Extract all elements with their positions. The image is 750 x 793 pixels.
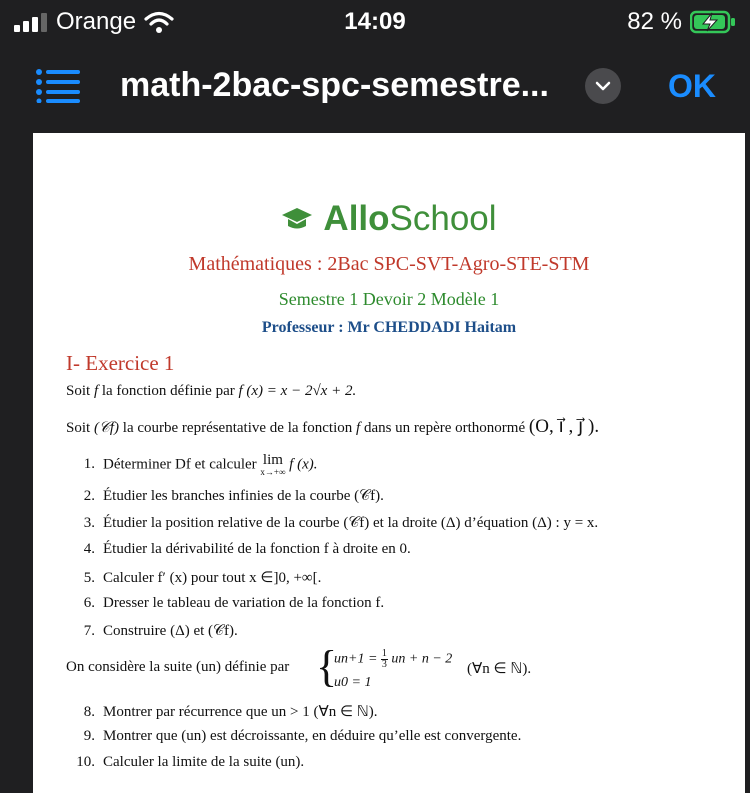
question-2: 2. Étudier les branches infinies de la courbe (𝒞f). <box>83 488 384 504</box>
professor-name: Professeur : Mr CHEDDADI Haitam <box>261 319 517 336</box>
alloschool-logo <box>33 199 745 239</box>
question-4: 4. Étudier la dérivabilité de la fonction f à droite en 0. <box>83 541 411 557</box>
recurrence-line-2: u0 = 1 <box>334 675 372 690</box>
question-10: 10. Calculer la limite de la suite (un). <box>76 754 305 770</box>
suite-intro: On considère la suite (un) définie par <box>66 659 290 675</box>
logo-text-bold: Allo <box>323 199 390 238</box>
clock: 14:09 <box>344 8 406 35</box>
status-bar <box>0 0 750 44</box>
recurrence-line-1: un+1 = $\frac{1}{3}$ un + n − 2 <box>334 648 453 670</box>
battery-percent: 82 % <box>627 8 682 35</box>
chevron-down-icon <box>595 81 611 91</box>
list-menu-icon[interactable] <box>36 69 82 103</box>
exercise-title: I- Exercice 1 <box>66 351 175 375</box>
limit-expression: lim x→+∞ <box>260 452 286 477</box>
battery-charging-icon <box>690 10 736 34</box>
question-5: 5. Calculer f′ (x) pour tout x ∈]0, +∞[. <box>83 570 322 586</box>
question-6: 6. Dresser le tableau de variation de la fonction f. <box>83 595 385 611</box>
question-1: 1. Déterminer Df et calculer lim x→+∞ f (x). <box>83 452 318 477</box>
question-7: 7. Construire (Δ) et (𝒞f). <box>83 623 238 639</box>
question-3: 3. Étudier la position relative de la courbe (𝒞f) et la droite (Δ) d’équation (Δ) : y = x. <box>83 515 599 531</box>
intro-line-2: Soit (𝒞f) la courbe représentative de la fonction f dans un repère orthonormé (O, i⃗ , j⃗ ). <box>66 416 600 437</box>
status-left <box>14 8 174 36</box>
document-title[interactable]: math-2bac-spc-semestre... <box>120 66 549 104</box>
question-8: 8. Montrer par récurrence que un > 1 (∀n ∈ ℕ). <box>83 704 378 720</box>
subject-title: Mathématiques : 2Bac SPC-SVT-Agro-STE-STM <box>188 253 590 275</box>
status-right <box>627 8 736 36</box>
document-page <box>33 133 745 793</box>
signal-icon <box>14 12 48 32</box>
wifi-icon <box>144 11 174 33</box>
question-9: 9. Montrer que (un) est décroissante, en déduire qu’elle est convergente. <box>83 728 522 744</box>
graduation-cap-icon <box>281 206 313 232</box>
semester-title: Semestre 1 Devoir 2 Modèle 1 <box>278 289 500 309</box>
title-dropdown-button[interactable] <box>585 68 621 104</box>
logo-text-regular: School <box>389 199 497 238</box>
ok-button[interactable]: OK <box>668 68 716 104</box>
brace-glyph: { <box>316 642 338 691</box>
suite-condition: (∀n ∈ ℕ). <box>467 661 532 677</box>
intro-line-1: Soit f la fonction définie par f (x) = x − 2√x + 2. <box>66 383 357 399</box>
fraction-one-third: $\frac{1}{3}$ <box>381 648 387 670</box>
nav-bar <box>0 44 750 130</box>
carrier-name: Orange <box>56 8 137 35</box>
